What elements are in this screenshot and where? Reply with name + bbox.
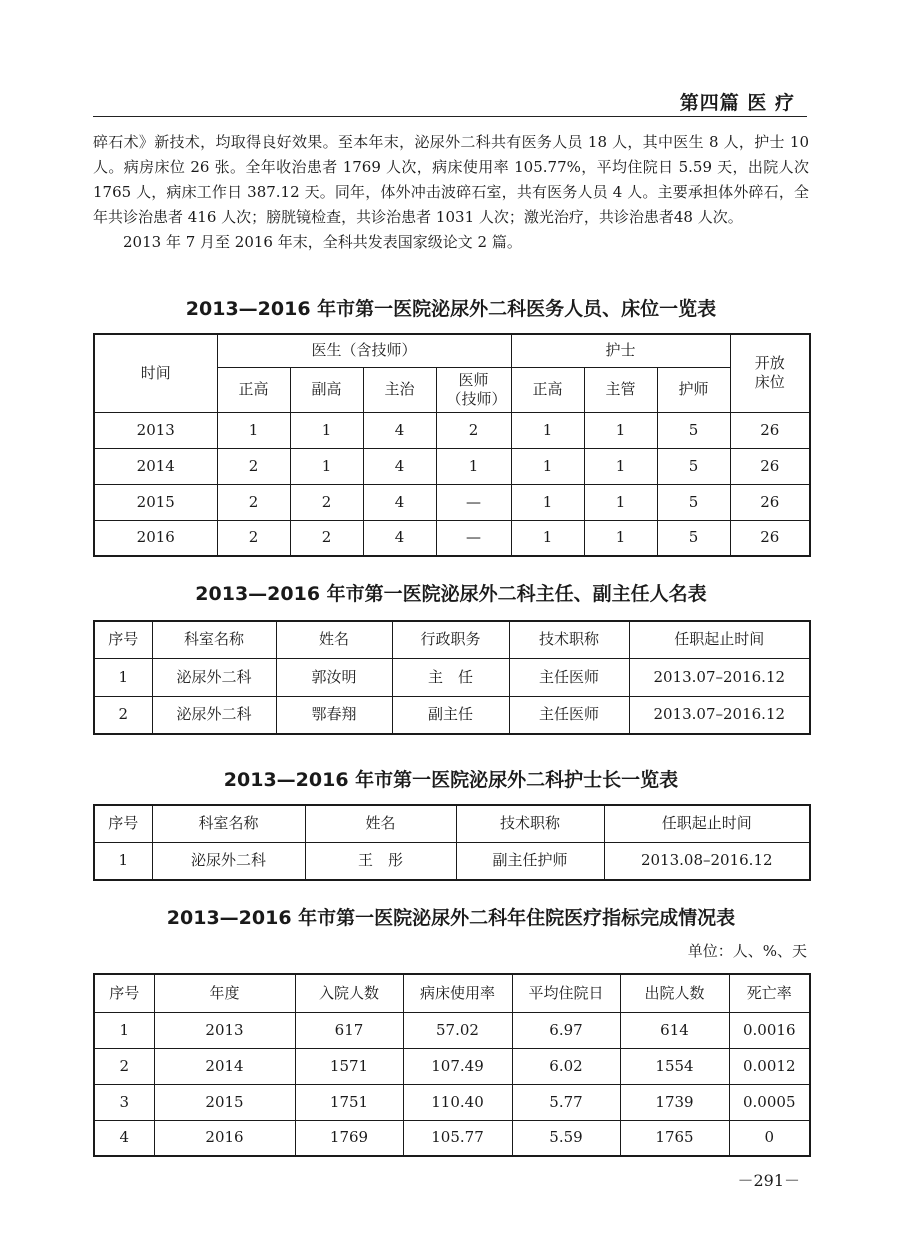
table-cell: 2 xyxy=(290,484,363,520)
table-cell: 郭汝明 xyxy=(276,658,392,696)
table-cell: 2 xyxy=(217,448,290,484)
table-cell: 1 xyxy=(584,412,657,448)
paragraph-1: 碎石术》新技术，均取得良好效果。至本年末，泌尿外二科共有医务人员 18 人，其中医生 8 人，护士 10 人。病房床位 26 张。全年收治患者 1769 人次，病床使用率 105.77%，平均住院日 5.59 天，出院人次 1765 人，病床工作日 387.12 天。同年，体外冲击波碎石室，共有医务人员 4 人。主要承担体外碎石，全年共诊治患者 416 人次；膀胱镜检查，共诊治患者 1031 人次；激光治疗，共诊治患者48 人次。 xyxy=(93,133,809,226)
table-row xyxy=(94,1012,810,1048)
column-header: 死亡率 xyxy=(729,974,810,1012)
table-cell: 鄂春翔 xyxy=(276,696,392,734)
table-header-row xyxy=(94,621,810,658)
table-cell: 26 xyxy=(730,412,810,448)
header-doctor-physician: 医师（技师） xyxy=(436,367,511,412)
table-cell: 6.02 xyxy=(512,1048,620,1084)
table-cell: 4 xyxy=(363,412,436,448)
table-cell: 泌尿外二科 xyxy=(152,696,276,734)
table-cell: 2013.08–2016.12 xyxy=(604,842,810,880)
table-cell: 1751 xyxy=(295,1084,403,1120)
column-header: 技术职称 xyxy=(456,805,604,842)
header-nurse-supervisor: 主管 xyxy=(584,367,657,412)
table-cell: 2013.07–2016.12 xyxy=(629,696,810,734)
table-cell: 4 xyxy=(363,484,436,520)
table-cell: 1 xyxy=(511,520,584,556)
table-cell: 2 xyxy=(436,412,511,448)
table-cell: 0 xyxy=(729,1120,810,1156)
table-row xyxy=(94,1120,810,1156)
header-nurse-practitioner: 护师 xyxy=(657,367,730,412)
column-header: 姓名 xyxy=(276,621,392,658)
table-cell: 2013 xyxy=(94,412,217,448)
table-cell: — xyxy=(436,520,511,556)
column-header: 平均住院日 xyxy=(512,974,620,1012)
table-cell: 1 xyxy=(94,842,152,880)
table-cell: 2015 xyxy=(154,1084,295,1120)
header-doctor-senior: 正高 xyxy=(217,367,290,412)
column-header: 科室名称 xyxy=(152,621,276,658)
table4-title: 2013—2016 年市第一医院泌尿外二科年住院医疗指标完成情况表 xyxy=(166,907,736,929)
table-row xyxy=(94,696,810,734)
table-cell: 2016 xyxy=(154,1120,295,1156)
table-cell: 105.77 xyxy=(403,1120,512,1156)
table-cell: 26 xyxy=(730,520,810,556)
table-cell: 1739 xyxy=(620,1084,729,1120)
inpatient-indicator-table xyxy=(93,973,811,1157)
directors-table xyxy=(93,620,811,735)
table-cell: 2015 xyxy=(94,484,217,520)
header-doctor: 医生（含技师） xyxy=(217,334,511,367)
paragraph-2: 2013 年 7 月至 2016 年末，全科共发表国家级论文 2 篇。 xyxy=(123,233,522,251)
table-row xyxy=(94,1048,810,1084)
table2-body xyxy=(94,658,810,734)
table2-title: 2013—2016 年市第一医院泌尿外二科主任、副主任人名表 xyxy=(195,583,707,605)
table-cell: 1 xyxy=(217,412,290,448)
table-cell: 5.59 xyxy=(512,1120,620,1156)
column-header: 病床使用率 xyxy=(403,974,512,1012)
table-cell: 2 xyxy=(217,484,290,520)
table-cell: 2 xyxy=(217,520,290,556)
table-cell: 2013.07–2016.12 xyxy=(629,658,810,696)
table-cell: 617 xyxy=(295,1012,403,1048)
table-cell: 1 xyxy=(511,412,584,448)
table-cell: 26 xyxy=(730,448,810,484)
table-cell: 5 xyxy=(657,484,730,520)
table-cell: 0.0005 xyxy=(729,1084,810,1120)
column-header: 行政职务 xyxy=(392,621,509,658)
table-cell: 1769 xyxy=(295,1120,403,1156)
column-header: 序号 xyxy=(94,974,154,1012)
table-cell: 1 xyxy=(436,448,511,484)
head-nurse-table xyxy=(93,804,811,881)
column-header: 科室名称 xyxy=(152,805,305,842)
table3-title: 2013—2016 年市第一医院泌尿外二科护士长一览表 xyxy=(223,769,679,791)
section-title: 第四篇 医 疗 xyxy=(679,92,795,114)
table-cell: 1 xyxy=(584,484,657,520)
table-cell: 2 xyxy=(94,1048,154,1084)
table-cell: 副主任护师 xyxy=(456,842,604,880)
column-header: 任职起止时间 xyxy=(629,621,810,658)
table-cell: 2 xyxy=(94,696,152,734)
page-number: －291－ xyxy=(737,1171,800,1190)
column-header: 序号 xyxy=(94,805,152,842)
column-header: 出院人数 xyxy=(620,974,729,1012)
table-cell: 26 xyxy=(730,484,810,520)
table-cell: 5 xyxy=(657,520,730,556)
header-nurse-senior: 正高 xyxy=(511,367,584,412)
table-cell: 1 xyxy=(511,484,584,520)
table-cell: 1 xyxy=(584,520,657,556)
table-cell: 2013 xyxy=(154,1012,295,1048)
table-cell: 1 xyxy=(584,448,657,484)
table-cell: 4 xyxy=(94,1120,154,1156)
table-cell: 1 xyxy=(94,1012,154,1048)
table-cell: 王 彤 xyxy=(305,842,456,880)
table-cell: 0.0016 xyxy=(729,1012,810,1048)
running-head xyxy=(93,86,807,117)
table-cell: 副主任 xyxy=(392,696,509,734)
header-time: 时间 xyxy=(94,334,217,412)
column-header: 技术职称 xyxy=(509,621,629,658)
body-text xyxy=(93,130,809,255)
table-cell: 110.40 xyxy=(403,1084,512,1120)
table-cell: 1 xyxy=(511,448,584,484)
table-cell: 主 任 xyxy=(392,658,509,696)
header-doctor-attending: 主治 xyxy=(363,367,436,412)
header-beds: 开放床位 xyxy=(730,334,810,412)
table-cell: 5 xyxy=(657,448,730,484)
table-cell: — xyxy=(436,484,511,520)
table-cell: 1554 xyxy=(620,1048,729,1084)
table1-title: 2013—2016 年市第一医院泌尿外二科医务人员、床位一览表 xyxy=(185,298,717,320)
staff-bed-table xyxy=(93,333,811,557)
table-cell: 1 xyxy=(290,448,363,484)
table-cell: 主任医师 xyxy=(509,658,629,696)
table1-body xyxy=(94,412,810,556)
table-cell: 5.77 xyxy=(512,1084,620,1120)
table-cell: 614 xyxy=(620,1012,729,1048)
header-doctor-associate: 副高 xyxy=(290,367,363,412)
column-header: 姓名 xyxy=(305,805,456,842)
column-header: 任职起止时间 xyxy=(604,805,810,842)
table-cell: 4 xyxy=(363,448,436,484)
column-header: 入院人数 xyxy=(295,974,403,1012)
table-cell: 2014 xyxy=(94,448,217,484)
table-cell: 1 xyxy=(94,658,152,696)
table-header-row xyxy=(94,974,810,1012)
table-row xyxy=(94,1084,810,1120)
table-row xyxy=(94,842,810,880)
table-cell: 5 xyxy=(657,412,730,448)
table-row xyxy=(94,658,810,696)
table-row xyxy=(94,412,810,448)
column-header: 年度 xyxy=(154,974,295,1012)
table-cell: 3 xyxy=(94,1084,154,1120)
table-cell: 2016 xyxy=(94,520,217,556)
table-header-row xyxy=(94,805,810,842)
table-cell: 107.49 xyxy=(403,1048,512,1084)
table-cell: 4 xyxy=(363,520,436,556)
unit-note: 单位：人、%、天 xyxy=(687,942,807,960)
header-nurse: 护士 xyxy=(511,334,730,367)
table-cell: 1 xyxy=(290,412,363,448)
table-cell: 泌尿外二科 xyxy=(152,658,276,696)
table-row xyxy=(94,484,810,520)
table-row xyxy=(94,448,810,484)
table-cell: 57.02 xyxy=(403,1012,512,1048)
table-cell: 2 xyxy=(290,520,363,556)
table-cell: 0.0012 xyxy=(729,1048,810,1084)
table-cell: 1765 xyxy=(620,1120,729,1156)
table-cell: 泌尿外二科 xyxy=(152,842,305,880)
table4-body xyxy=(94,1012,810,1156)
table3-body xyxy=(94,842,810,880)
table-cell: 2014 xyxy=(154,1048,295,1084)
column-header: 序号 xyxy=(94,621,152,658)
table-cell: 6.97 xyxy=(512,1012,620,1048)
table-cell: 主任医师 xyxy=(509,696,629,734)
table-cell: 1571 xyxy=(295,1048,403,1084)
table-row xyxy=(94,520,810,556)
